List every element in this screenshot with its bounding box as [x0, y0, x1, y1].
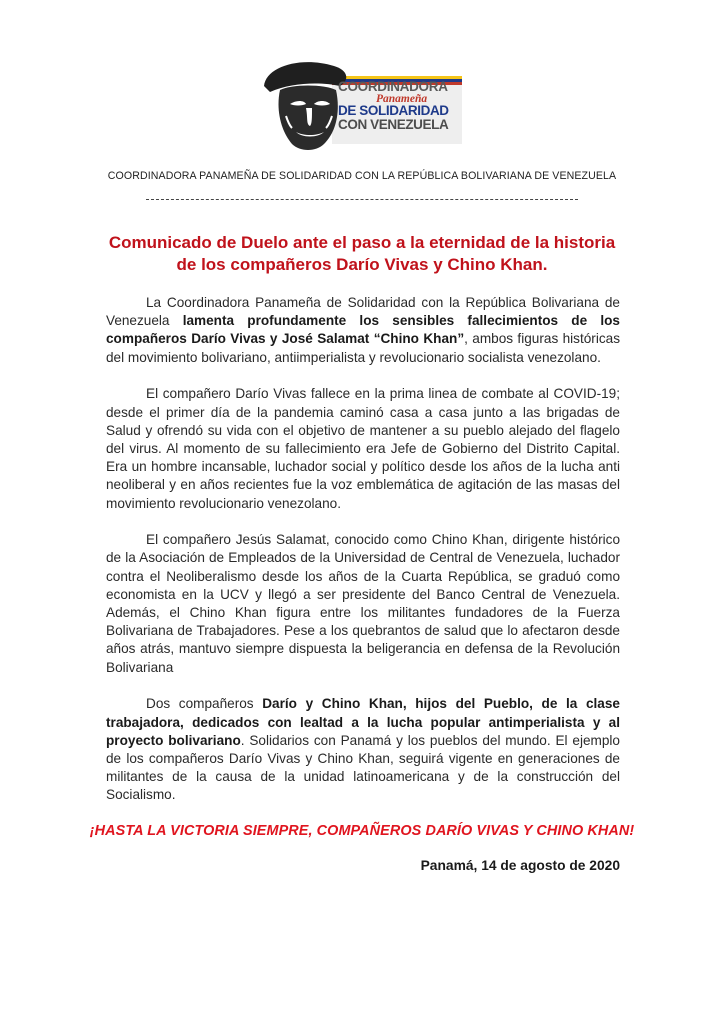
logo-line-coordinadora: COORDINADORA: [338, 79, 448, 94]
paragraph-1-end: , ambos figuras históricas del movimiento bolivariano, antiimperialista y revolucionario socialista venezolano.: [106, 331, 621, 365]
paragraph-1-bold: lamenta profundamente los sensibles fallecimientos de los compañeros Darío Vivas y José Salamat “Chino Khan”: [106, 313, 620, 347]
document-body: [106, 294, 620, 823]
paragraph-1: [106, 294, 620, 367]
organization-logo: [262, 56, 464, 156]
dashed-separator: [146, 199, 578, 200]
paragraph-4: [106, 695, 620, 804]
document-date: Panamá, 14 de agosto de 2020: [420, 858, 620, 873]
logo-line-panamena: Panameña: [376, 93, 428, 105]
paragraph-3: El compañero Jesús Salamat, conocido como Chino Khan, dirigente histórico de la Asociación de Empleados de la Universidad de Central de Venezuela, luchador contra el Neoliberalismo desde los años de la Cuarta República, se graduó como economista en la UCV y llegó a ser presidente del Banco Central de Venezuela. Además, el Chino Khan figura entre los militantes fundadores de la Fuerza Bolivariana de Trabajadores. Pese a los quebrantos de salud que lo afectaron desde años atrás, mantuvo siempre dispuesta la beligerancia en defensa de la Revolución Bolivariana: [106, 532, 620, 675]
paragraph-4-bold: Darío y Chino Khan, hijos del Pueblo, de la clase trabajadora, dedicados con lealtad a la lucha popular antimperialista y al proyecto bolivariano: [106, 696, 620, 748]
logo-text: [338, 80, 464, 132]
paragraph-4-end: . Solidarios con Panamá y los pueblos del mundo. El ejemplo de los compañeros Darío Vivas y Chino Khan, seguirá vigente en generaciones de militantes de la causa de la unidad latinoamericana y de la construcción del Socialismo.: [106, 732, 620, 803]
title-line-2: de los compañeros Darío Vivas y Chino Khan.: [176, 255, 548, 274]
paragraph-1-start: La Coordinadora Panameña de Solidaridad con la República Bolivariana de Venezuela: [106, 295, 620, 329]
paragraph-4-start: Dos compañeros: [146, 696, 263, 712]
paragraph-2: El compañero Darío Vivas fallece en la prima linea de combate al COVID-19; desde el primer día de la pandemia caminó casa a casa junto a las brigadas de Salud y ofrendó su vida con el objetivo de mantener a su pueblo alejado del flagelo del virus. Al momento de su fallecimiento era Jefe de Gobierno del Distrito Capital. Era un hombre incansable, luchador social y político desde los años de la lucha anti neoliberal y en años recientes fue la voz emblemática de agitación de las masas del movimiento revolucionario venezolano.: [106, 386, 620, 511]
title-line-1: Comunicado de Duelo ante el paso a la eternidad de la historia: [108, 233, 616, 252]
closing-slogan: ¡HASTA LA VICTORIA SIEMPRE, COMPAÑEROS DARÍO VIVAS Y CHINO KHAN!: [89, 823, 635, 839]
logo-line-venezuela: CON VENEZUELA: [338, 117, 449, 132]
organization-header: COORDINADORA PANAMEÑA DE SOLIDARIDAD CON LA REPÚBLICA BOLIVARIANA DE VENEZUELA: [107, 170, 617, 182]
logo-line-solidaridad: DE SOLIDARIDAD: [338, 103, 449, 118]
document-title: [80, 232, 644, 276]
